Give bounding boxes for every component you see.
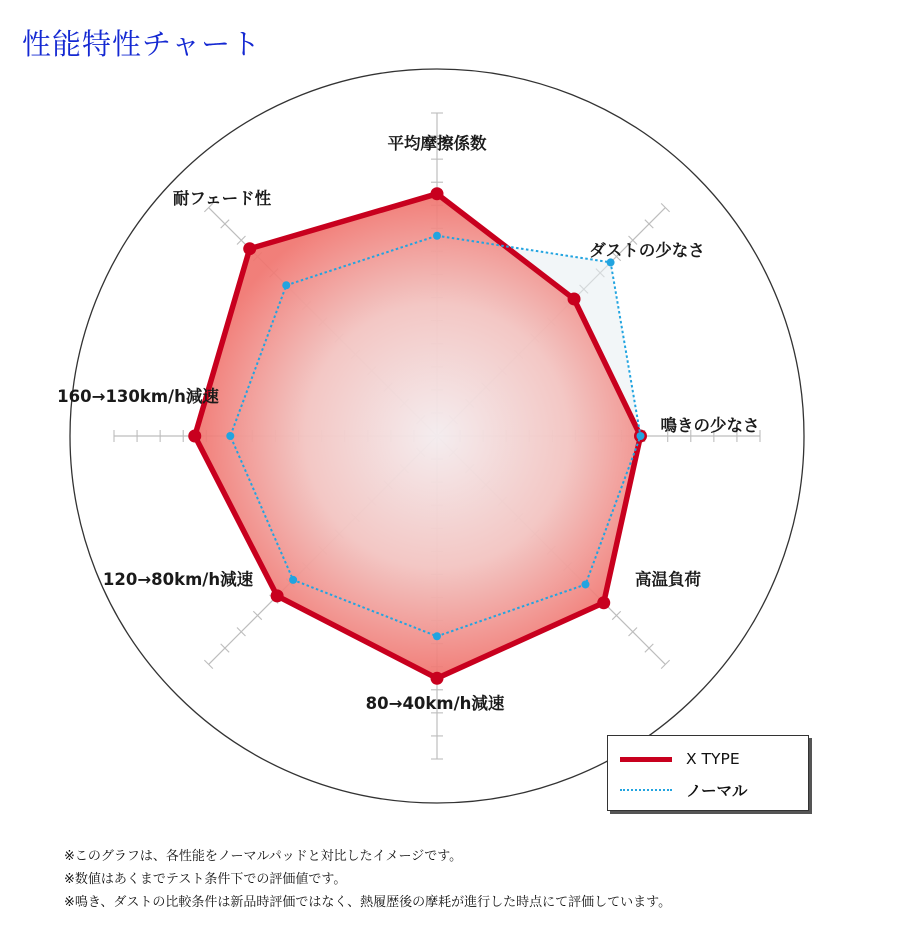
data-point-xtype xyxy=(597,596,610,609)
data-point-normal xyxy=(433,232,441,240)
legend-swatch-xtype xyxy=(620,757,672,762)
axis-label: 平均摩擦係数 xyxy=(387,134,487,153)
data-point-normal xyxy=(433,632,441,640)
data-point-xtype xyxy=(271,589,284,602)
data-point-xtype xyxy=(431,672,444,685)
axis-label: 80→40km/h減速 xyxy=(365,694,505,713)
legend-label-normal: ノーマル xyxy=(686,782,748,800)
axis-label: 160→130km/h減速 xyxy=(57,387,219,406)
axis-label: 120→80km/h減速 xyxy=(102,570,254,589)
data-point-xtype xyxy=(188,430,201,443)
footnote: ※鳴き、ダストの比較条件は新品時評価ではなく、熱履歴後の摩耗が進行した時点にて評価しています。 xyxy=(64,895,672,910)
axis-label: 鳴きの少なさ xyxy=(660,416,760,435)
data-point-xtype xyxy=(243,242,256,255)
page-title: 性能特性チャート xyxy=(22,27,262,61)
data-point-normal xyxy=(226,432,234,440)
footnotes xyxy=(64,845,671,914)
legend-item-xtype xyxy=(620,749,740,769)
axis-label: 高温負荷 xyxy=(635,570,701,589)
data-point-normal xyxy=(282,281,290,289)
legend xyxy=(607,735,809,811)
axis-label: 耐フェード性 xyxy=(172,189,272,208)
data-point-xtype xyxy=(568,292,581,305)
data-point-xtype xyxy=(431,187,444,200)
data-point-normal xyxy=(289,576,297,584)
footnote: ※このグラフは、各性能をノーマルパッドと対比したイメージです。 xyxy=(64,849,463,864)
axis-label: ダストの少なさ xyxy=(589,241,705,260)
data-point-normal xyxy=(581,580,589,588)
legend-item-normal xyxy=(620,780,748,800)
footnote: ※数値はあくまでテスト条件下での評価値です。 xyxy=(64,872,347,887)
legend-label-xtype: X TYPE xyxy=(686,750,740,768)
data-point-normal xyxy=(636,432,644,440)
legend-swatch-normal xyxy=(620,789,672,791)
